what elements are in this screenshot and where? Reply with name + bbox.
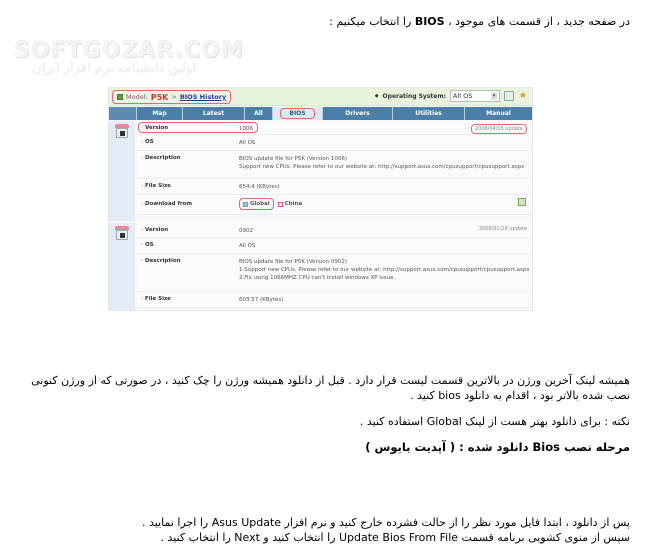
step-line-2: سپس از منوی کشویی برنامه قسمت Update Bios From File را انتخاب کنید و Next را انتخاب کنید . — [160, 531, 630, 544]
favorite-icon[interactable]: ★ — [518, 91, 528, 101]
intro-bios-bold: BIOS — [414, 15, 445, 28]
file-size-label: › File Size — [141, 183, 171, 189]
tab-label: Latest — [202, 110, 225, 117]
version-row — [137, 223, 531, 238]
model-label: Model: — [126, 92, 148, 101]
tab-map[interactable] — [137, 107, 183, 120]
tab-label: Manual — [486, 110, 511, 117]
os-row — [137, 135, 531, 151]
version-value: 1006 — [239, 126, 253, 132]
description-line: BIOS update file for P5K (Version 1006) — [239, 156, 347, 162]
tab-all[interactable] — [245, 107, 273, 120]
asus-bios-screenshot — [108, 87, 533, 311]
description-line: Support new CPUs. Please refer to our website at: http://support.asus.com/cpusupport/cpusupport.aspx — [239, 164, 525, 170]
entry-icon-column — [109, 223, 135, 311]
download-icon[interactable] — [518, 198, 526, 206]
os-select-value: All OS — [453, 92, 473, 100]
bios-entry-1 — [137, 121, 531, 215]
top-bar — [109, 88, 532, 106]
note-paragraph: نکته : برای دانلود بهتر هست از لینک Global استفاده کنید . — [359, 415, 630, 428]
arrow-icon: ◆ — [374, 93, 379, 99]
description-value — [239, 258, 530, 282]
tab-bios[interactable] — [273, 107, 323, 120]
version-value: 0902 — [239, 228, 253, 234]
os-filter — [375, 90, 528, 102]
file-size-value: 654.4 (KBytes) — [239, 184, 280, 190]
os-label: Operating System: — [382, 92, 446, 100]
tab-drivers[interactable] — [323, 107, 393, 120]
model-name: P5K — [150, 92, 169, 102]
os-row-label: › OS — [141, 242, 154, 248]
tab-latest[interactable] — [183, 107, 245, 120]
download-label: › Download from — [141, 201, 192, 207]
download-global-link[interactable] — [239, 198, 274, 210]
intro-text: در صفحه جدید ، از قسمت های موجود ، — [444, 15, 630, 28]
os-row-value: All OS — [239, 243, 256, 249]
bios-chip-icon — [115, 226, 129, 242]
description-line: 1.Support new CPUs. Please refer to our website at: http://support.asus.com/cpusupport/cpusupport.aspx — [239, 267, 530, 273]
description-label: › Description — [141, 258, 181, 264]
download-china-link[interactable] — [278, 200, 302, 208]
update-date: 2008/04/15 update — [471, 124, 527, 134]
bios-chip-icon — [115, 124, 129, 140]
watermark-title: SOFTGOZAR.COM — [14, 38, 244, 63]
latest-version-paragraph: همیشه لینک آخرین ورژن در بالاترین قسمت لیست قرار دارد . قبل از دانلود همیشه ورژن را چک کنید ، در صورتی که از ورژن کنونی نصب شده بالاتر بود ، اقدام به دانلود bios کنید . — [31, 374, 630, 402]
file-size-value: 603.57 (KBytes) — [239, 297, 284, 303]
tab-label: Map — [152, 110, 167, 117]
tab-manual[interactable] — [465, 107, 532, 120]
china-label: China — [284, 201, 303, 207]
step-heading: مرحله نصب Bios دانلود شده : ( آپدیت بایوس ) — [365, 440, 630, 454]
china-icon — [278, 202, 283, 207]
step-line-1: پس از دانلود ، ابتدا فایل مورد نظر را از حالت فشرده خارج کنید و نرم افزار Asus Update را اجرا نمایید . — [141, 516, 630, 529]
global-icon — [243, 202, 248, 207]
description-row — [137, 254, 531, 292]
os-row-value: All OS — [239, 140, 256, 146]
os-row — [137, 238, 531, 254]
tab-label: Drivers — [345, 110, 370, 117]
download-row — [137, 195, 531, 215]
tab-label: Utilities — [415, 110, 442, 117]
model-icon — [117, 94, 123, 100]
breadcrumb — [112, 90, 231, 104]
entry-icon-column — [109, 121, 135, 221]
tab-bar — [109, 107, 532, 120]
tab-icons — [109, 107, 137, 120]
bios-entry-2 — [137, 223, 531, 308]
intro-text-end: را انتخاب میکنیم : — [329, 15, 415, 28]
global-label: Global — [250, 201, 270, 207]
os-select[interactable] — [450, 90, 500, 102]
breadcrumb-separator: > — [171, 92, 177, 101]
download-links — [239, 198, 302, 210]
step-instructions — [110, 515, 630, 545]
tab-utilities[interactable] — [393, 107, 465, 120]
watermark-subtitle: اولین دانشنامه نرم افزار ایران — [32, 61, 196, 76]
bios-history-link[interactable]: BIOS History — [179, 92, 227, 101]
chevron-down-icon: ▾ — [492, 93, 496, 99]
version-row — [137, 121, 531, 135]
print-icon[interactable] — [504, 91, 514, 101]
description-label: › Description — [141, 155, 181, 161]
update-date: 2008/01/28 update — [478, 226, 527, 232]
intro-paragraph — [130, 14, 630, 29]
description-line: 2.Fix using 1066MHZ CPU can't install windows XP issue. — [239, 275, 396, 281]
version-label: › Version — [141, 227, 168, 233]
version-label: › Version — [141, 125, 168, 131]
description-line: BIOS update file for P5K (Version 0902) — [239, 259, 347, 265]
tab-label: BIOS — [280, 108, 314, 119]
os-row-label: › OS — [141, 139, 154, 145]
watermark — [14, 38, 244, 76]
file-size-row — [137, 179, 531, 195]
tab-label: All — [254, 110, 263, 117]
file-size-label: › File Size — [141, 296, 171, 302]
description-value — [239, 155, 524, 171]
file-size-row — [137, 292, 531, 308]
description-row — [137, 151, 531, 179]
